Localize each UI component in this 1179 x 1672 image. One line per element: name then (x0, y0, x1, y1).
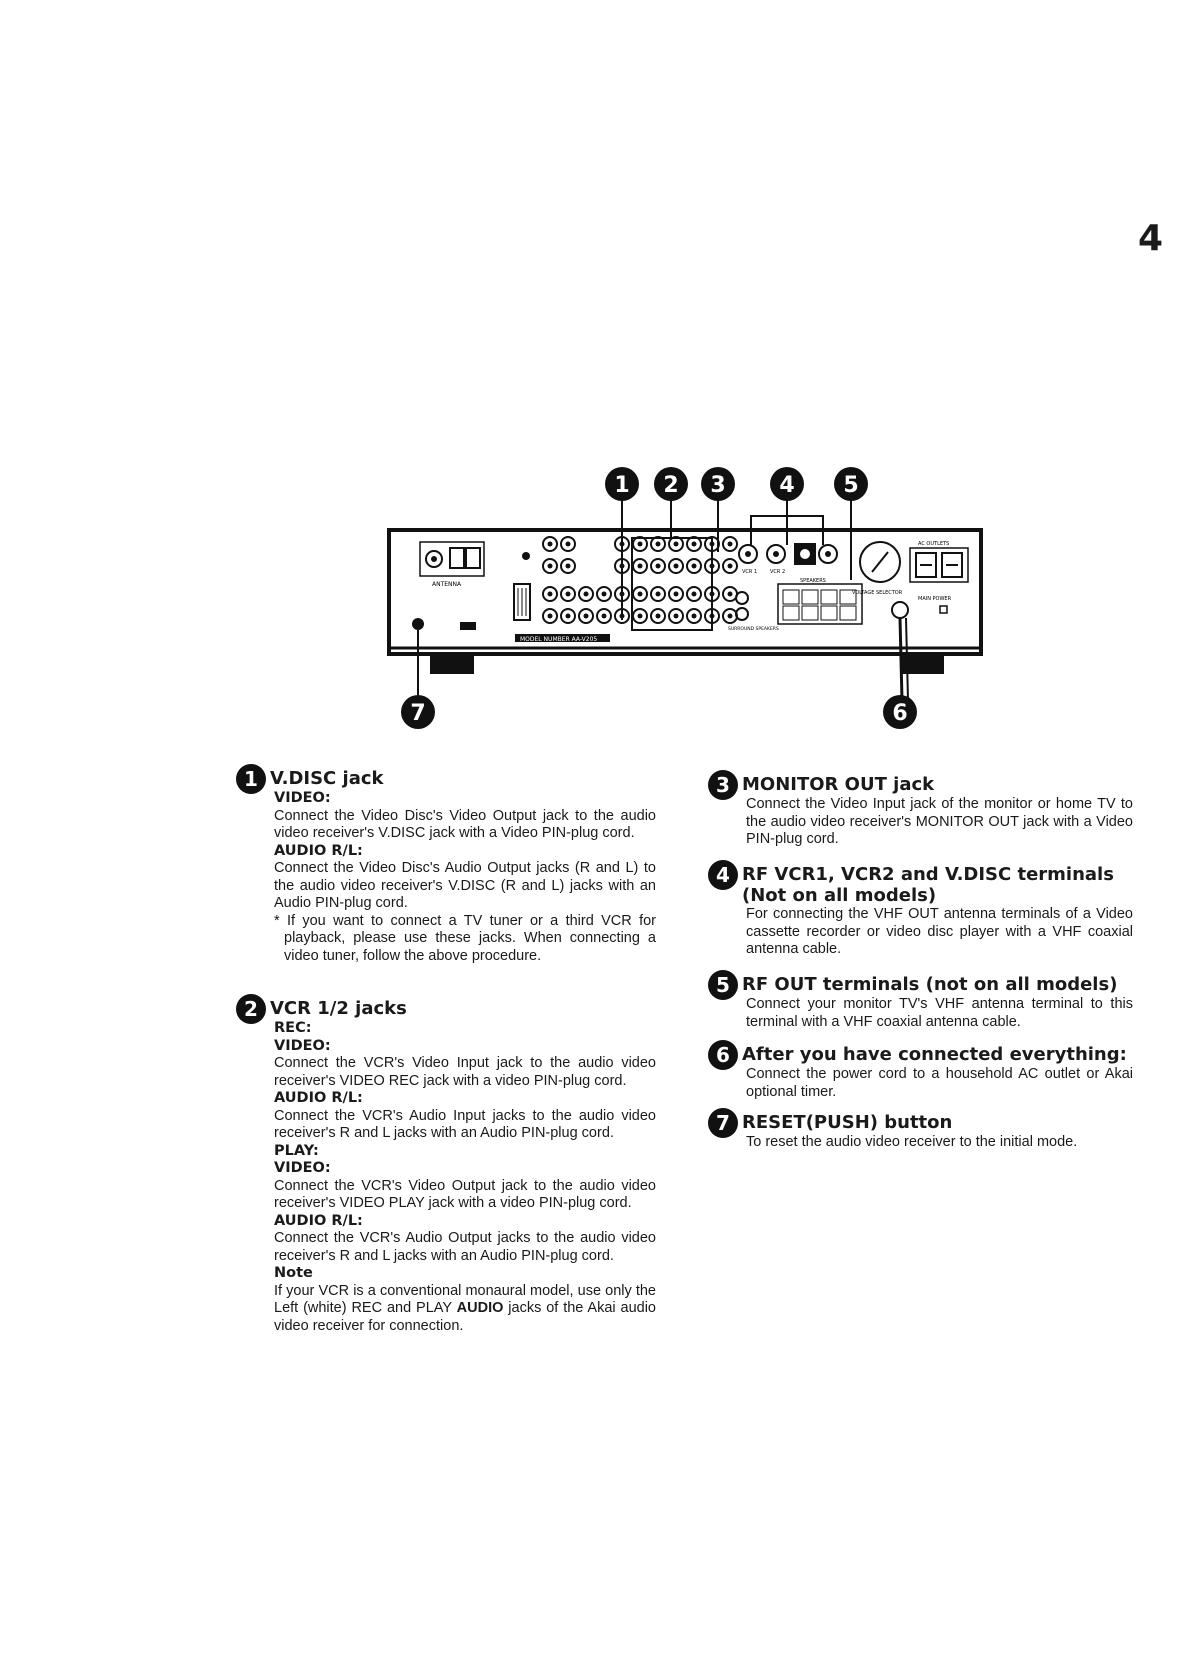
note-text (274, 1283, 656, 1336)
rca-jack-pin (656, 614, 661, 619)
rca-jack-pin (728, 614, 733, 619)
section-number: 5 (708, 970, 738, 1000)
rca-jack-pin (692, 564, 697, 569)
svg-text:4: 4 (779, 473, 795, 498)
callout-3 (701, 467, 735, 501)
section-text: Connect the power cord to a household AC outlet or Akai optional timer. (746, 1066, 1133, 1100)
svg-text:VOLTAGE SELECTOR: VOLTAGE SELECTOR (852, 590, 903, 596)
section-number: 1 (236, 764, 266, 794)
rca-jack-pin (692, 592, 697, 597)
rca-jack-pin (566, 564, 571, 569)
page-number: 4 (1137, 218, 1163, 259)
rca-jack-pin (692, 542, 697, 547)
section-number: 3 (708, 770, 738, 800)
section-number: 7 (708, 1108, 738, 1138)
rca-jack-pin (656, 542, 661, 547)
rca-jack-pin (674, 542, 679, 547)
rca-jack-pin (566, 592, 571, 597)
rear-panel-diagram (0, 0, 1179, 760)
section-text: To reset the audio video receiver to the initial mode. (746, 1134, 1078, 1150)
rca-jack-pin (656, 564, 661, 569)
section-monitor-out (708, 770, 1133, 849)
svg-text:SPEAKERS: SPEAKERS (800, 578, 826, 584)
section-text: Connect the Video Input jack of the monitor or home TV to the audio video receiver's MONITOR OUT jack with a Video PIN-plug cord. (746, 796, 1133, 847)
section-title: V.DISC jack (270, 768, 384, 789)
play-video-text: Connect the VCR's Video Output jack to the audio video receiver's VIDEO PLAY jack with a video PIN-plug cord. (274, 1177, 656, 1211)
svg-text:7: 7 (410, 701, 426, 726)
callout-4 (770, 467, 804, 501)
video-text: Connect the Video Disc's Video Output jack to the audio video receiver's V.DISC jack with a Video PIN-plug cord. (274, 807, 656, 841)
rca-jack-pin (602, 592, 607, 597)
rca-jack-pin (728, 564, 733, 569)
rca-jack-pin (674, 564, 679, 569)
section-vcr-jacks (236, 994, 656, 1335)
svg-text:3: 3 (710, 473, 726, 498)
audio-text: Connect the Video Disc's Audio Output jacks (R and L) to the audio video receiver's V.DISC (R and L) jacks with an Audio PIN-plug cord. (274, 860, 656, 911)
svg-text:VCR 1: VCR 1 (742, 569, 758, 575)
svg-text:MAIN POWER: MAIN POWER (918, 596, 952, 602)
rec-label: REC: (274, 1020, 312, 1036)
section-rf-out (708, 970, 1133, 1031)
callout-7 (401, 695, 435, 729)
video-label: VIDEO: (274, 1160, 331, 1176)
audio-label: AUDIO R/L: (274, 1090, 363, 1106)
rca-jack-pin (692, 614, 697, 619)
section-title: RF OUT terminals (not on all models) (742, 974, 1118, 995)
svg-text:AC OUTLETS: AC OUTLETS (918, 541, 950, 547)
note-label: Note (274, 1265, 313, 1281)
section-reset-button (708, 1108, 1133, 1152)
svg-text:5: 5 (843, 473, 859, 498)
svg-text:6: 6 (892, 701, 908, 726)
rca-jack-pin (548, 542, 553, 547)
svg-text:SURROUND SPEAKERS: SURROUND SPEAKERS (728, 627, 779, 632)
rca-jack-pin (548, 592, 553, 597)
section-text: Connect your monitor TV's VHF antenna terminal to this terminal with a VHF coaxial antenna cable. (746, 996, 1133, 1030)
note-text-part-2: jacks of the Akai audio video receiver for connection. (274, 1300, 657, 1334)
section-title: After you have connected everything: (742, 1044, 1127, 1065)
rca-jack-pin (602, 614, 607, 619)
rca-jack-pin (548, 614, 553, 619)
section-rf-terminals (708, 860, 1133, 959)
svg-text:MODEL NUMBER AA-V205: MODEL NUMBER AA-V205 (520, 636, 598, 643)
section-title: RF VCR1, VCR2 and V.DISC terminals (Not on all models) (742, 864, 1114, 906)
rca-jack-pin (656, 592, 661, 597)
svg-text:2: 2 (663, 473, 679, 498)
rca-jack-pin (584, 614, 589, 619)
note-text-part-1: If your VCR is a conventional monaural model, use only the Left (white) REC and PLAY (274, 1282, 656, 1316)
section-title: MONITOR OUT jack (742, 774, 935, 795)
play-label: PLAY: (274, 1142, 319, 1159)
rca-jack-pin (674, 592, 679, 597)
rca-jack-pin (674, 614, 679, 619)
rca-jack-pin (638, 592, 643, 597)
video-label: VIDEO: (274, 1037, 331, 1054)
reset-button (412, 618, 424, 630)
section-number: 2 (236, 994, 266, 1024)
callout-6 (883, 695, 917, 729)
section-text: For connecting the VHF OUT antenna terminals of a Video cassette recorder or video disc player with a VHF coaxial antenna cable. (746, 906, 1133, 957)
video-label: VIDEO: (274, 790, 331, 806)
section-title: RESET(PUSH) button (742, 1112, 953, 1133)
svg-text:VCR 2: VCR 2 (770, 569, 786, 575)
section-title: VCR 1/2 jacks (270, 998, 407, 1019)
section-after-connected (708, 1040, 1133, 1101)
rca-jack-pin (638, 564, 643, 569)
audio-label: AUDIO R/L: (274, 842, 363, 859)
rec-video-text: Connect the VCR's Video Input jack to the audio video receiver's VIDEO REC jack with a video PIN-plug cord. (274, 1055, 656, 1089)
svg-text:1: 1 (614, 473, 630, 498)
section-vdisc-jack (236, 764, 656, 965)
callout-2 (654, 467, 688, 501)
rca-jack-pin (728, 592, 733, 597)
callout-1 (605, 467, 639, 501)
note-text-bold: AUDIO (456, 1300, 504, 1316)
rca-jack-pin (638, 614, 643, 619)
audio-label: AUDIO R/L: (274, 1212, 363, 1229)
rca-jack-pin (566, 614, 571, 619)
rca-jack-pin (548, 564, 553, 569)
rca-jack-pin (728, 542, 733, 547)
play-audio-text: Connect the VCR's Audio Output jacks to the audio video receiver's R and L jacks with an Audio PIN-plug cord. (274, 1230, 656, 1264)
rca-jack-pin (566, 542, 571, 547)
rca-jack-pin (584, 592, 589, 597)
callout-5 (834, 467, 868, 501)
rca-jack-pin (638, 542, 643, 547)
note-text: * If you want to connect a TV tuner or a third VCR for playback, please use these jacks. When connecting a video tuner, follow the above procedure. (274, 912, 656, 964)
svg-text:ANTENNA: ANTENNA (432, 581, 462, 588)
section-number: 6 (708, 1040, 738, 1070)
rec-audio-text: Connect the VCR's Audio Input jacks to the audio video receiver's R and L jacks with an Audio PIN-plug cord. (274, 1107, 656, 1141)
section-number: 4 (708, 860, 738, 890)
